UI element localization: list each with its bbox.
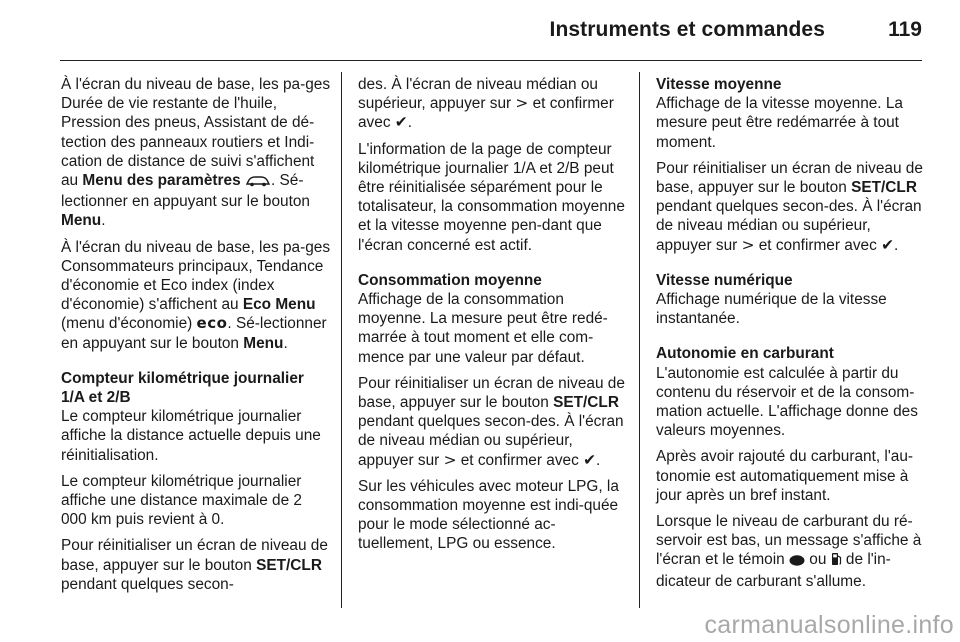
button-name: SET/CLR bbox=[553, 394, 619, 412]
paragraph: L'information de la page de compteur kilométrique journalier 1/A et 2/B peut être réinitialisée séparément pour le totalisateur, la consommation moyenne et la vitesse moyenne pen-dant que l'écran concerné est actif. bbox=[358, 140, 625, 254]
watermark: carmanualsonline.info bbox=[704, 611, 954, 639]
section-heading bbox=[358, 271, 628, 367]
heading-text: Consommation moyenne bbox=[358, 271, 542, 289]
section-heading bbox=[61, 369, 331, 465]
paragraph bbox=[61, 238, 331, 353]
text: Pour réinitialiser un écran de niveau de base, appuyer sur le bouton bbox=[61, 537, 328, 574]
text: L'autonomie est calculée à partir du contenu du réservoir et de la consom-mation actuelle. L'affichage donne des valeurs moyennes. bbox=[656, 364, 918, 440]
paragraph: Après avoir rajouté du carburant, l'au-tonomie est automatiquement mise à jour après un bref instant. bbox=[656, 448, 914, 504]
paragraph bbox=[61, 536, 331, 594]
text: des. À l'écran de niveau médian ou supérieur, appuyer sur bbox=[358, 76, 598, 113]
section-heading bbox=[656, 271, 926, 329]
button-name: Menu bbox=[243, 334, 284, 352]
column-separator bbox=[341, 72, 342, 608]
paragraph bbox=[61, 75, 331, 231]
text: À l'écran du niveau de base, les pa-ges Durée de vie restante de l'huile, Pression des pneus, Assistant de dé-tection des panneaux routiers et Indi-cation de distance de suivi s'affichent au bbox=[61, 76, 331, 190]
page-header bbox=[0, 0, 960, 62]
text: . bbox=[101, 212, 106, 230]
fuel-pump-icon bbox=[831, 552, 842, 571]
chevron-right-icon: > bbox=[515, 94, 529, 113]
paragraph bbox=[656, 512, 926, 591]
section-heading bbox=[656, 344, 926, 440]
heading-text: Autonomie en carburant bbox=[656, 345, 834, 363]
header-rule bbox=[60, 60, 922, 61]
button-name: SET/CLR bbox=[851, 179, 917, 197]
paragraph bbox=[656, 159, 926, 255]
text: Lorsque le niveau de carburant du ré-servoir est bas, un message s'affiche à l'écran et le témoin bbox=[656, 513, 922, 569]
text: Pour réinitialiser un écran de niveau de base, appuyer sur le bouton bbox=[656, 159, 923, 197]
text: ou bbox=[804, 551, 831, 569]
text: de l'in-dicateur de carburant s'allume. bbox=[656, 551, 891, 590]
column-3 bbox=[656, 75, 926, 598]
fuel-warning-oval-icon bbox=[789, 552, 805, 571]
menu-name: Menu des paramètres bbox=[82, 172, 241, 190]
text: . bbox=[407, 114, 412, 132]
text: et confirmer avec bbox=[456, 451, 584, 469]
text: . Sé-lectionner en appuyant sur le bouton bbox=[61, 315, 327, 352]
page-number: 119 bbox=[888, 18, 922, 41]
text: et confirmer avec bbox=[754, 236, 882, 254]
paragraph bbox=[358, 374, 628, 470]
paragraph: Le compteur kilométrique journalier affiche une distance maximale de 2 000 km puis revient à 0. bbox=[61, 472, 302, 529]
button-name: SET/CLR bbox=[256, 556, 322, 574]
paragraph bbox=[358, 75, 628, 133]
text: (menu d'économie) bbox=[61, 315, 197, 333]
text: pendant quelques secon- bbox=[61, 575, 234, 593]
button-name: Menu bbox=[61, 212, 102, 230]
column-2 bbox=[358, 75, 628, 561]
text: Le compteur kilométrique journalier affiche la distance actuelle depuis une réinitialisation. bbox=[61, 408, 321, 464]
text: . Sé-lectionner en appuyant sur le bouton bbox=[61, 172, 310, 211]
car-settings-icon bbox=[245, 173, 271, 192]
heading-text: Vitesse numérique bbox=[656, 271, 793, 289]
heading-text: Compteur kilométrique journalier 1/A et 2/B bbox=[61, 369, 304, 407]
section-heading bbox=[656, 75, 926, 152]
column-1 bbox=[61, 75, 331, 601]
text: Affichage de la vitesse moyenne. La mesure peut être redémarrée à tout moment. bbox=[656, 95, 903, 151]
text: . bbox=[283, 334, 288, 352]
chevron-right-icon: > bbox=[741, 235, 755, 254]
chevron-right-icon: > bbox=[443, 450, 457, 469]
column-separator bbox=[639, 72, 640, 608]
text: pendant quelques secon-des. À l'écran de niveau médian ou supérieur, appuyer sur bbox=[656, 198, 922, 254]
text: Affichage de la consommation moyenne. La mesure peut être redé-marrée à tout moment et elle com-mence par une valeur par défaut. bbox=[358, 291, 608, 366]
eco-icon: eco bbox=[196, 314, 228, 333]
text: . bbox=[595, 451, 601, 469]
text: Affichage numérique de la vitesse instantanée. bbox=[656, 291, 887, 328]
checkmark-icon: ✔ bbox=[394, 113, 408, 132]
menu-name: Eco Menu bbox=[242, 296, 316, 314]
checkmark-icon: ✔ bbox=[881, 235, 894, 254]
checkmark-icon: ✔ bbox=[583, 450, 596, 469]
paragraph: Sur les véhicules avec moteur LPG, la consommation moyenne est indi-quée pour le mode sélectionné ac-tuellement, LPG ou essence. bbox=[358, 477, 619, 553]
text: . bbox=[893, 236, 899, 254]
heading-text: Vitesse moyenne bbox=[656, 76, 782, 93]
text: et confirmer avec bbox=[358, 95, 614, 132]
text: Pour réinitialiser un écran de niveau de base, appuyer sur le bouton bbox=[358, 374, 625, 412]
page-title: Instruments et commandes bbox=[549, 18, 825, 41]
text: À l'écran du niveau de base, les pa-ges Consommateurs principaux, Tendance d'économie et Eco index (index d'économie) s'affichent au bbox=[61, 238, 331, 314]
text: pendant quelques secon-des. À l'écran de niveau médian ou supérieur, appuyer sur bbox=[358, 413, 624, 469]
